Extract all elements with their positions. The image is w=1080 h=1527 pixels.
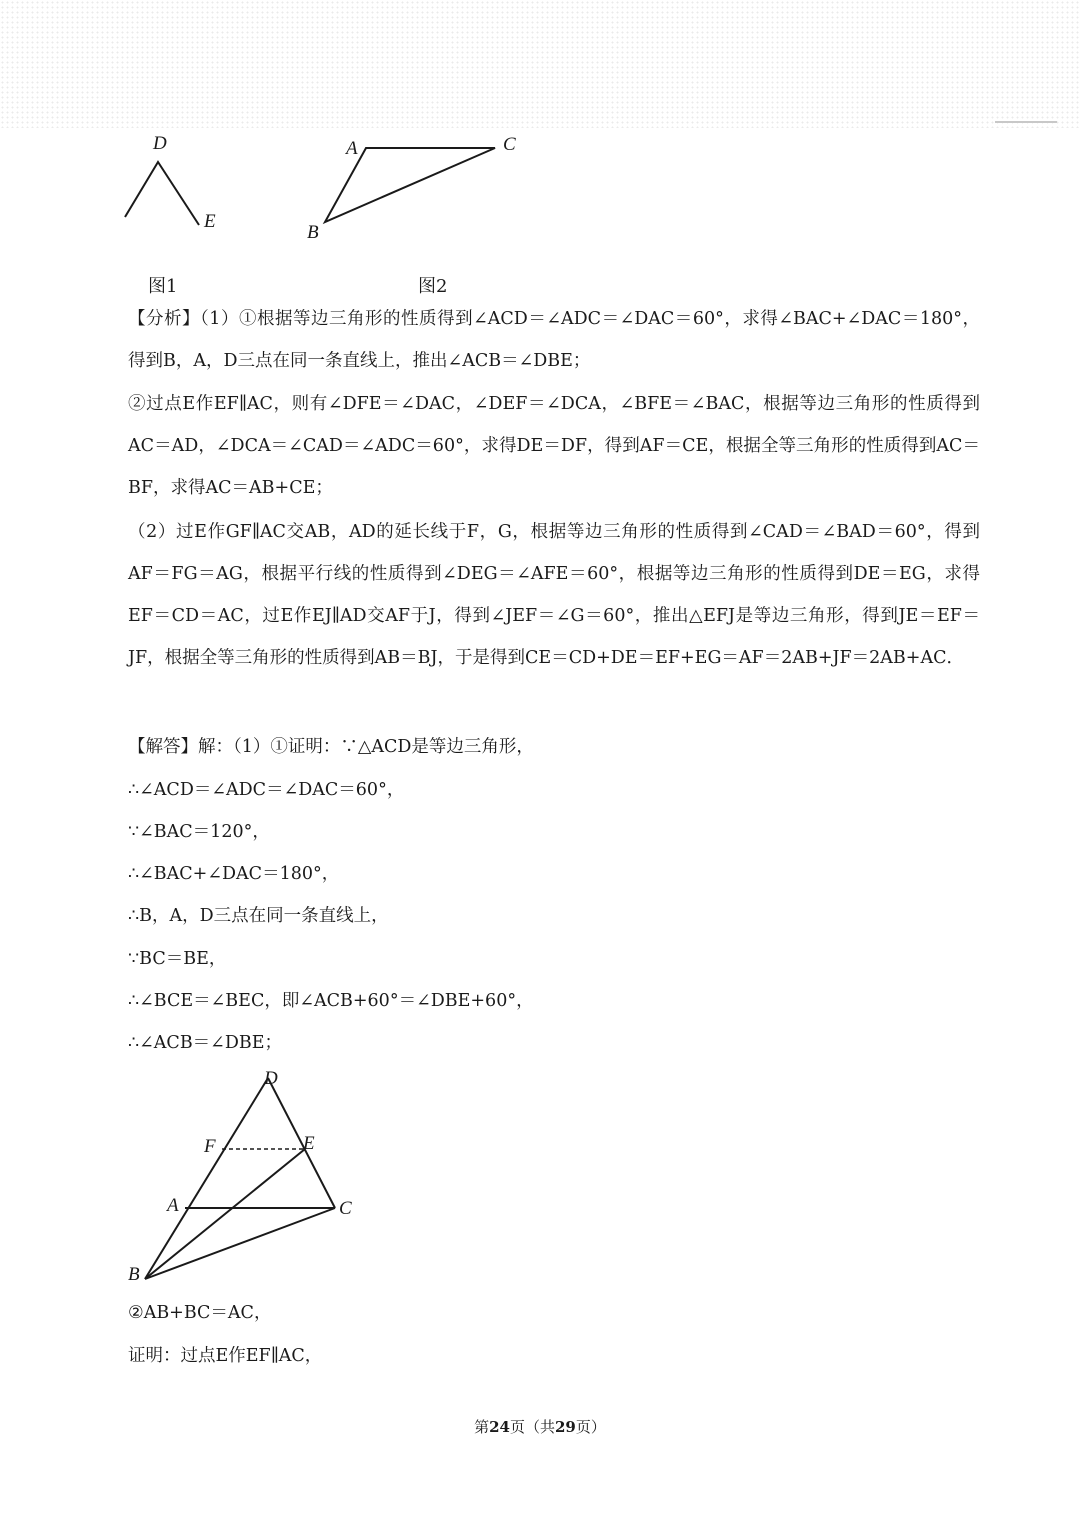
fig3-label-c: C: [339, 1198, 352, 1219]
page-suffix: 页）: [575, 1418, 606, 1436]
solution-line: ∴∠BCE＝∠BEC，即∠ACB+60°＝∠DBE+60°，: [128, 991, 534, 1011]
figure-3: [125, 1060, 365, 1290]
scan-mark: [995, 121, 1057, 123]
solution-line: 【解答】解：（1）①证明：∵△ACD是等边三角形，: [128, 737, 534, 757]
page-number: [0, 1416, 1080, 1437]
fig2-triangle: [325, 148, 495, 222]
solution-line: ∴∠BAC+∠DAC＝180°，: [128, 864, 340, 884]
scan-noise-band: [0, 0, 1080, 128]
fig1-label-e: E: [204, 211, 216, 232]
fig1-label-d: D: [153, 133, 167, 154]
solution-line: 证明：过点E作EF∥AC，: [128, 1346, 323, 1366]
solution-line: ∵BC＝BE，: [128, 949, 227, 969]
fig3-label-e: E: [303, 1133, 315, 1154]
fig3-label-f: F: [204, 1136, 216, 1157]
fig3-line-dc: [268, 1078, 335, 1208]
page-prefix: 第: [474, 1418, 490, 1436]
fig3-label-a: A: [167, 1195, 179, 1216]
fig3-label-d: D: [264, 1068, 278, 1089]
fig1-lines: [125, 162, 199, 225]
figure-2-caption: 图2: [418, 276, 448, 297]
solution-line: ∴B，A，D三点在同一条直线上，: [128, 906, 389, 926]
page-middle: 页（共: [509, 1418, 555, 1436]
solution-line: ∴∠ACD＝∠ADC＝∠DAC＝60°，: [128, 780, 405, 800]
fig3-line-bd: [145, 1078, 268, 1279]
fig2-label-a: A: [346, 138, 358, 159]
analysis-paragraph-3: （2）过E作GF∥AC交AB，AD的延长线于F，G，根据等边三角形的性质得到∠CAD＝∠BAD＝60°，得到AF＝FG＝AG，根据平行线的性质得到∠DEG＝∠AFE＝60°，根据等边三角形的性质得到DE＝EG，求得EF＝CD＝AC，过E作EJ∥AD交AF于J，得到∠JEF＝∠G＝60°，推出△EFJ是等边三角形，得到JE＝EF＝JF，根据全等三角形的性质得到AB＝BJ，于是得到CE＝CD+DE＝EF+EG＝AF＝2AB+JF＝2AB+AC．: [128, 522, 980, 668]
solution-line: ②AB+BC＝AC，: [128, 1303, 272, 1323]
fig2-label-c: C: [503, 134, 516, 155]
fig2-label-b: B: [307, 222, 319, 243]
analysis-paragraph-1: 【分析】（1）①根据等边三角形的性质得到∠ACD＝∠ADC＝∠DAC＝60°，求得∠BAC+∠DAC＝180°，得到B，A，D三点在同一条直线上，推出∠ACB＝∠DBE；: [128, 309, 980, 371]
figure-1: [115, 125, 240, 235]
figure-2: [300, 125, 530, 250]
solution-line: ∴∠ACB＝∠DBE；: [128, 1033, 283, 1053]
analysis-paragraph-2: ②过点E作EF∥AC，则有∠DFE＝∠DAC，∠DEF＝∠DCA，∠BFE＝∠BAC，根据等边三角形的性质得到AC＝AD，∠DCA＝∠CAD＝∠ADC＝60°，求得DE＝DF，得到AF＝CE，根据全等三角形的性质得到AC＝BF，求得AC＝AB+CE；: [128, 394, 980, 498]
fig3-label-b: B: [128, 1264, 140, 1285]
solution-line: ∵∠BAC＝120°，: [128, 822, 270, 842]
figure-1-caption: 图1: [148, 276, 178, 297]
fig3-line-bc: [145, 1208, 335, 1279]
current-page: 24: [489, 1418, 510, 1436]
total-pages: 29: [555, 1418, 576, 1436]
